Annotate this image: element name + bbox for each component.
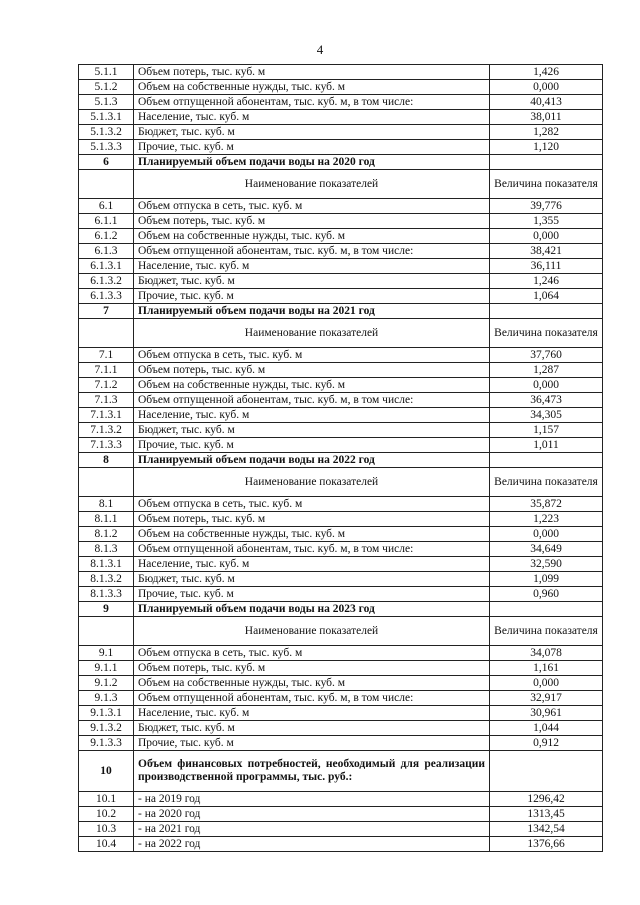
header-name: Наименование показателей	[134, 468, 490, 497]
row-value: 1342,54	[490, 822, 603, 837]
table-row	[79, 65, 603, 80]
table-row	[79, 691, 603, 706]
section-title: Планируемый объем подачи воды на 2023 год	[134, 602, 490, 617]
row-number: 6.1.3.1	[79, 259, 134, 274]
row-number: 9.1.3.1	[79, 706, 134, 721]
row-description: Объем потерь, тыс. куб. м	[134, 512, 490, 527]
table-row	[79, 736, 603, 751]
table-row	[79, 837, 603, 852]
row-description: - на 2019 год	[134, 792, 490, 807]
row-description: Бюджет, тыс. куб. м	[134, 274, 490, 289]
section-row	[79, 602, 603, 617]
row-description: Объем отпуска в сеть, тыс. куб. м	[134, 646, 490, 661]
row-description: Население, тыс. куб. м	[134, 408, 490, 423]
header-name: Наименование показателей	[134, 617, 490, 646]
table-row	[79, 646, 603, 661]
row-number: 9.1.3	[79, 691, 134, 706]
row-value: 40,413	[490, 95, 603, 110]
row-value: 1,161	[490, 661, 603, 676]
row-description: Прочие, тыс. куб. м	[134, 140, 490, 155]
row-number: 5.1.3.3	[79, 140, 134, 155]
header-name: Наименование показателей	[134, 319, 490, 348]
row-value: 1376,66	[490, 837, 603, 852]
table-row	[79, 408, 603, 423]
row-description: Объем отпуска в сеть, тыс. куб. м	[134, 348, 490, 363]
page-number: 4	[316, 42, 324, 57]
row-description: Бюджет, тыс. куб. м	[134, 572, 490, 587]
row-description: Объем отпущенной абонентам, тыс. куб. м, в том числе:	[134, 691, 490, 706]
section-title: Планируемый объем подачи воды на 2020 год	[134, 155, 490, 170]
row-value: 36,473	[490, 393, 603, 408]
table-row	[79, 244, 603, 259]
table-row	[79, 676, 603, 691]
row-description: Объем потерь, тыс. куб. м	[134, 363, 490, 378]
row-description: Прочие, тыс. куб. м	[134, 289, 490, 304]
row-value: 34,649	[490, 542, 603, 557]
table-row	[79, 363, 603, 378]
table-row	[79, 348, 603, 363]
row-value: 1,223	[490, 512, 603, 527]
section-number: 6	[79, 155, 134, 170]
row-number: 7.1.3.3	[79, 438, 134, 453]
row-number: 7.1.3.2	[79, 423, 134, 438]
row-number: 7.1.2	[79, 378, 134, 393]
row-value: 37,760	[490, 348, 603, 363]
row-description: Объем отпущенной абонентам, тыс. куб. м, в том числе:	[134, 95, 490, 110]
row-value: 1313,45	[490, 807, 603, 822]
header-number-empty	[79, 319, 134, 348]
table-row	[79, 378, 603, 393]
row-value: 34,305	[490, 408, 603, 423]
row-value: 30,961	[490, 706, 603, 721]
header-value: Величина показателя	[490, 319, 603, 348]
row-number: 6.1.2	[79, 229, 134, 244]
section-title: Объем финансовых потребностей, необходимый для реализации производственной программы, тыс. руб.:	[134, 751, 490, 792]
header-name: Наименование показателей	[134, 170, 490, 199]
row-number: 5.1.2	[79, 80, 134, 95]
table-row	[79, 572, 603, 587]
row-description: Объем отпущенной абонентам, тыс. куб. м, в том числе:	[134, 244, 490, 259]
row-description: - на 2021 год	[134, 822, 490, 837]
row-value: 1,120	[490, 140, 603, 155]
table-row	[79, 229, 603, 244]
row-number: 7.1.1	[79, 363, 134, 378]
header-number-empty	[79, 468, 134, 497]
row-value: 1,157	[490, 423, 603, 438]
section-number: 9	[79, 602, 134, 617]
row-value: 1,426	[490, 65, 603, 80]
row-number: 5.1.3	[79, 95, 134, 110]
row-value: 36,111	[490, 259, 603, 274]
column-header-row	[79, 468, 603, 497]
row-value: 1296,42	[490, 792, 603, 807]
row-description: Объем потерь, тыс. куб. м	[134, 661, 490, 676]
row-number: 6.1.1	[79, 214, 134, 229]
row-number: 8.1.3	[79, 542, 134, 557]
table-row	[79, 807, 603, 822]
section-row	[79, 304, 603, 319]
row-number: 6.1.3	[79, 244, 134, 259]
row-number: 7.1.3	[79, 393, 134, 408]
row-value: 1,044	[490, 721, 603, 736]
row-description: Объем на собственные нужды, тыс. куб. м	[134, 80, 490, 95]
table-row	[79, 587, 603, 602]
section-value-empty	[490, 751, 603, 792]
table-row	[79, 214, 603, 229]
row-number: 8.1.1	[79, 512, 134, 527]
row-number: 8.1.3.1	[79, 557, 134, 572]
row-value: 1,246	[490, 274, 603, 289]
row-value: 34,078	[490, 646, 603, 661]
table-row	[79, 95, 603, 110]
section-number: 8	[79, 453, 134, 468]
section-value-empty	[490, 602, 603, 617]
row-description: Население, тыс. куб. м	[134, 259, 490, 274]
table-row	[79, 542, 603, 557]
section-row	[79, 453, 603, 468]
table-row	[79, 289, 603, 304]
row-value: 0,000	[490, 229, 603, 244]
table-row	[79, 423, 603, 438]
section-row	[79, 751, 603, 792]
row-value: 39,776	[490, 199, 603, 214]
row-number: 10.1	[79, 792, 134, 807]
column-header-row	[79, 617, 603, 646]
header-number-empty	[79, 617, 134, 646]
table-row	[79, 792, 603, 807]
row-number: 9.1.1	[79, 661, 134, 676]
indicators-table	[78, 64, 603, 852]
row-description: Объем на собственные нужды, тыс. куб. м	[134, 676, 490, 691]
row-value: 0,000	[490, 378, 603, 393]
row-value: 1,099	[490, 572, 603, 587]
row-description: Объем на собственные нужды, тыс. куб. м	[134, 378, 490, 393]
row-value: 1,287	[490, 363, 603, 378]
section-value-empty	[490, 304, 603, 319]
header-value: Величина показателя	[490, 468, 603, 497]
table-row	[79, 438, 603, 453]
header-value: Величина показателя	[490, 617, 603, 646]
row-number: 10.4	[79, 837, 134, 852]
column-header-row	[79, 170, 603, 199]
table-row	[79, 110, 603, 125]
row-value: 0,960	[490, 587, 603, 602]
row-number: 9.1	[79, 646, 134, 661]
table-row	[79, 259, 603, 274]
row-description: Бюджет, тыс. куб. м	[134, 721, 490, 736]
row-description: Прочие, тыс. куб. м	[134, 438, 490, 453]
row-description: Объем потерь, тыс. куб. м	[134, 214, 490, 229]
row-number: 5.1.3.2	[79, 125, 134, 140]
row-description: Население, тыс. куб. м	[134, 706, 490, 721]
row-description: Объем на собственные нужды, тыс. куб. м	[134, 527, 490, 542]
header-value: Величина показателя	[490, 170, 603, 199]
row-description: Население, тыс. куб. м	[134, 110, 490, 125]
row-description: Объем на собственные нужды, тыс. куб. м	[134, 229, 490, 244]
row-number: 5.1.1	[79, 65, 134, 80]
section-title: Планируемый объем подачи воды на 2021 год	[134, 304, 490, 319]
table-row	[79, 274, 603, 289]
row-value: 32,590	[490, 557, 603, 572]
row-number: 9.1.3.3	[79, 736, 134, 751]
row-number: 7.1.3.1	[79, 408, 134, 423]
section-title: Планируемый объем подачи воды на 2022 год	[134, 453, 490, 468]
row-value: 38,421	[490, 244, 603, 259]
row-value: 1,282	[490, 125, 603, 140]
table-row	[79, 512, 603, 527]
row-number: 8.1	[79, 497, 134, 512]
row-number: 6.1.3.2	[79, 274, 134, 289]
row-number: 9.1.2	[79, 676, 134, 691]
section-value-empty	[490, 453, 603, 468]
row-value: 1,011	[490, 438, 603, 453]
table-row	[79, 497, 603, 512]
row-value: 32,917	[490, 691, 603, 706]
row-description: Бюджет, тыс. куб. м	[134, 125, 490, 140]
table-row	[79, 557, 603, 572]
table-row	[79, 661, 603, 676]
table-row	[79, 80, 603, 95]
row-value: 1,355	[490, 214, 603, 229]
row-number: 8.1.3.2	[79, 572, 134, 587]
table-row	[79, 822, 603, 837]
table-row	[79, 125, 603, 140]
table-row	[79, 721, 603, 736]
row-number: 5.1.3.1	[79, 110, 134, 125]
row-number: 10.2	[79, 807, 134, 822]
table-row	[79, 527, 603, 542]
column-header-row	[79, 319, 603, 348]
row-value: 1,064	[490, 289, 603, 304]
row-description: Объем потерь, тыс. куб. м	[134, 65, 490, 80]
row-description: Прочие, тыс. куб. м	[134, 587, 490, 602]
table-row	[79, 140, 603, 155]
row-value: 38,011	[490, 110, 603, 125]
row-description: - на 2020 год	[134, 807, 490, 822]
section-value-empty	[490, 155, 603, 170]
row-number: 8.1.3.3	[79, 587, 134, 602]
row-description: Объем отпуска в сеть, тыс. куб. м	[134, 497, 490, 512]
section-number: 7	[79, 304, 134, 319]
row-description: - на 2022 год	[134, 837, 490, 852]
row-number: 9.1.3.2	[79, 721, 134, 736]
indicators-table-body	[79, 65, 603, 852]
row-description: Прочие, тыс. куб. м	[134, 736, 490, 751]
section-number: 10	[79, 751, 134, 792]
table-row	[79, 199, 603, 214]
row-description: Объем отпущенной абонентам, тыс. куб. м, в том числе:	[134, 393, 490, 408]
row-number: 6.1.3.3	[79, 289, 134, 304]
row-number: 8.1.2	[79, 527, 134, 542]
header-number-empty	[79, 170, 134, 199]
row-value: 0,912	[490, 736, 603, 751]
row-number: 7.1	[79, 348, 134, 363]
section-row	[79, 155, 603, 170]
row-description: Население, тыс. куб. м	[134, 557, 490, 572]
row-value: 0,000	[490, 527, 603, 542]
row-value: 0,000	[490, 676, 603, 691]
row-number: 10.3	[79, 822, 134, 837]
row-description: Объем отпущенной абонентам, тыс. куб. м, в том числе:	[134, 542, 490, 557]
row-number: 6.1	[79, 199, 134, 214]
row-description: Объем отпуска в сеть, тыс. куб. м	[134, 199, 490, 214]
row-value: 35,872	[490, 497, 603, 512]
table-row	[79, 393, 603, 408]
row-value: 0,000	[490, 80, 603, 95]
row-description: Бюджет, тыс. куб. м	[134, 423, 490, 438]
table-row	[79, 706, 603, 721]
